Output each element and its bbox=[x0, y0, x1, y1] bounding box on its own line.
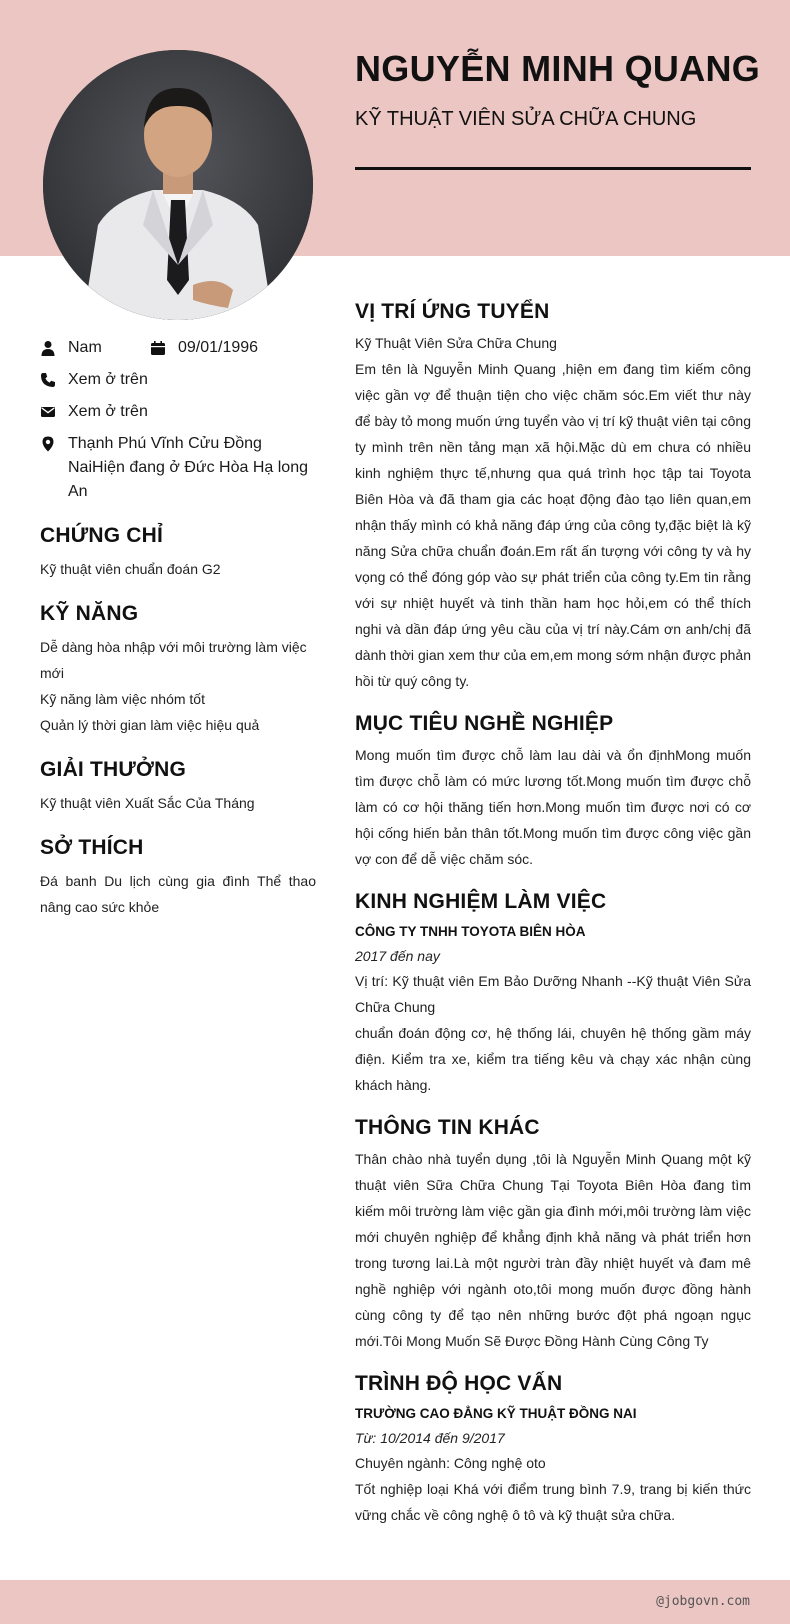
objective-text: Mong muốn tìm được chỗ làm lau dài và ổn địnhMong muốn tìm được chỗ làm có mức lương tốt.Mong muốn tìm được chỗ làm có cơ hội thăng tiến hơn.Mong muốn tìm được nơi có cơ hội cống hiến bản thân tốt.Mong muốn tìm được công việc gần vợ con để dễ việc chăm sóc. bbox=[355, 747, 751, 867]
award-item: Kỹ thuật viên Xuất Sắc Của Tháng bbox=[40, 795, 255, 811]
candidate-name: NGUYỄN MINH QUANG bbox=[355, 48, 761, 89]
awards-title: GIẢI THƯỞNG bbox=[40, 758, 187, 781]
certificates-title: CHỨNG CHỈ bbox=[40, 524, 164, 547]
address-value: Thạnh Phú Vĩnh Cửu Đồng NaiHiện đang ở Đức Hòa Hạ long An bbox=[68, 435, 308, 500]
address-row bbox=[40, 432, 316, 504]
certificate-item: Kỹ thuật viên chuẩn đoán G2 bbox=[40, 561, 221, 577]
skill-item: Kỹ năng làm việc nhóm tốt bbox=[40, 691, 205, 707]
skill-item: Quản lý thời gian làm việc hiệu quả bbox=[40, 717, 260, 733]
position-section bbox=[355, 300, 751, 694]
experience-period: 2017 đến nay bbox=[355, 948, 440, 964]
other-info-section bbox=[355, 1116, 751, 1354]
person-icon bbox=[40, 340, 56, 356]
gender-item bbox=[40, 336, 150, 360]
email-row bbox=[40, 400, 316, 424]
experience-description: chuẩn đoán động cơ, hệ thống lái, chuyên hệ thống gầm máy điện. Kiểm tra xe, kiểm tra tiếng kêu và chạy xác nhận cùng khách hàng. bbox=[355, 1025, 751, 1093]
email-value: Xem ở trên bbox=[68, 403, 148, 420]
left-column bbox=[40, 336, 316, 920]
profile-photo bbox=[43, 50, 313, 320]
header-divider bbox=[355, 167, 751, 170]
position-title: VỊ TRÍ ỨNG TUYỂN bbox=[355, 300, 550, 323]
phone-row bbox=[40, 368, 316, 392]
footer-watermark: @jobgovn.com bbox=[656, 1594, 750, 1609]
experience-section bbox=[355, 890, 751, 1098]
hobbies-title: SỞ THÍCH bbox=[40, 836, 144, 859]
calendar-icon bbox=[150, 340, 166, 356]
email-icon bbox=[40, 404, 56, 420]
skill-item: Dễ dàng hòa nhập với môi trường làm việc mới bbox=[40, 639, 307, 681]
gender-value: Nam bbox=[68, 339, 102, 356]
candidate-role: KỸ THUẬT VIÊN SỬA CHỮA CHUNG bbox=[355, 108, 697, 130]
objective-section bbox=[355, 712, 751, 872]
education-major: Chuyên ngành: Công nghệ oto bbox=[355, 1455, 546, 1471]
location-pin-icon bbox=[40, 436, 56, 452]
education-title: TRÌNH ĐỘ HỌC VẤN bbox=[355, 1372, 563, 1395]
education-section bbox=[355, 1372, 751, 1528]
education-description: Tốt nghiệp loại Khá với điểm trung bình 7.9, trang bị kiến thức vững chắc về công nghệ ô tô và kỹ thuật sửa chữa. bbox=[355, 1481, 751, 1523]
hobbies-text: Đá banh Du lịch cùng gia đình Thể thao nâng cao sức khỏe bbox=[40, 873, 316, 915]
right-column bbox=[355, 300, 751, 1546]
objective-title: MỤC TIÊU NGHỀ NGHIỆP bbox=[355, 712, 614, 735]
education-school: TRƯỜNG CAO ĐẲNG KỸ THUẬT ĐỒNG NAI bbox=[355, 1406, 637, 1421]
phone-icon bbox=[40, 372, 56, 388]
other-info-text: Thân chào nhà tuyển dụng ,tôi là Nguyễn Minh Quang một kỹ thuật viên Sữa Chữa Chung Tại Toyota Biên Hòa đang tìm kiếm môi trường làm việc gần gia đình mới,môi trường làm việc mới chuyên nghiệp để khẳng định khả năng và phát triển hơn trong tương lai.Là một người tràn đầy nhiệt huyết và đam mê nghề nghiệp với ngành oto,tôi mong muốn được đồng hành cùng công ty để tạo nên những bước đột phá ngoạn ngục mới.Tôi Mong Muốn Sẽ Được Đồng Hành Cùng Công Ty bbox=[355, 1151, 751, 1349]
experience-title: KINH NGHIỆM LÀM VIỆC bbox=[355, 890, 607, 913]
phone-value: Xem ở trên bbox=[68, 371, 148, 388]
other-info-title: THÔNG TIN KHÁC bbox=[355, 1116, 540, 1139]
position-value: Kỹ Thuật Viên Sửa Chữa Chung bbox=[355, 335, 557, 351]
gender-dob-row bbox=[40, 336, 316, 360]
skills-title: KỸ NĂNG bbox=[40, 602, 139, 625]
dob-value: 09/01/1996 bbox=[178, 339, 259, 356]
experience-company: CÔNG TY TNHH TOYOTA BIÊN HÒA bbox=[355, 924, 586, 939]
cover-letter-text: Em tên là Nguyễn Minh Quang ,hiện em đang tìm kiếm công việc gần vợ để thuận tiện cho việc chăm sóc.Em viết thư này để bày tỏ mong muốn ứng tuyển vào vị trí kỹ thuật viên tại công ty mình trên nền tảng mạn xã hội.Mặc dù em chưa có nhiều kinh nghiệm thực tế,nhưng qua quá trình học tập tai Toyota Biên Hòa và đã tham gia các hoạt động đào tạo liên quan,em nhận thấy mình có khả năng đáp ứng của công ty,đặc biệt là kỹ năng Sửa chữa chuẩn đoán.Em rất ấn tượng với công ty và hy vọng có thể đóng góp vào sự phát triển của công ty.Em tin rằng với sự nhiệt huyết và tinh thần ham học hỏi,em có thể thích nghi và dần đáp ứng yêu cầu của vị trí này.Cám ơn anh/chị đã dành thời gian xem thư của em,em mong sớm nhận được phản hồi từ quý công ty. bbox=[355, 361, 751, 689]
education-period: Từ: 10/2014 đến 9/2017 bbox=[355, 1430, 505, 1446]
experience-position: Vị trí: Kỹ thuật viên Em Bảo Dưỡng Nhanh --Kỹ thuật Viên Sửa Chữa Chung bbox=[355, 973, 751, 1015]
